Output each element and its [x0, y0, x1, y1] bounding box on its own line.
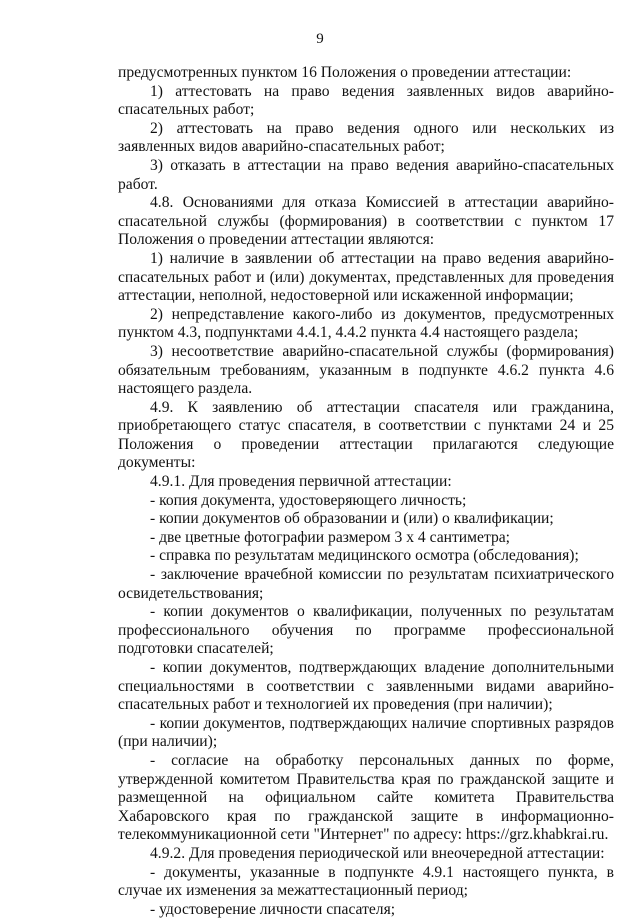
- paragraph: 4.9.1. Для проведения первичной аттестации:: [150, 473, 452, 491]
- paragraph: - удостоверение личности спасателя;: [150, 900, 396, 918]
- paragraph: 2) непредставление какого-либо из документов, предусмотренных пунктом 4.3, подпунктами 4.4.1, 4.4.2 пункта 4.4 настоящего раздела;: [118, 305, 614, 342]
- paragraph: - копии документов о квалификации, полученных по результатам профессионального обучения по программе профессиональной подготовки спасателей;: [118, 603, 614, 658]
- paragraph: - согласие на обработку персональных данных по форме, утвержденной комитетом Правительства края по гражданской защите и размещенной на официальном сайте комитета Правительства Хабаровского края по гражданской защите в информационно-телекоммуникационной сети "Интернет" по адресу: https://grz.khabkrai.ru.: [118, 751, 614, 844]
- paragraph: - копии документов об образовании и (или) о квалификации;: [150, 510, 554, 528]
- paragraph: - документы, указанные в подпункте 4.9.1 настоящего пункта, в случае их изменения за межаттестационный период;: [118, 863, 614, 900]
- paragraph: 4.9. К заявлению об аттестации спасателя или гражданина, приобретающего статус спасателя, в соответствии с пунктами 24 и 25 Положения о проведении аттестации прилагаются следующие документы:: [118, 398, 614, 472]
- paragraph: 1) аттестовать на право ведения заявленных видов аварийно-спасательных работ;: [118, 82, 614, 119]
- paragraph: 3) отказать в аттестации на право ведения аварийно-спасательных работ.: [118, 156, 614, 193]
- paragraph: - копии документов, подтверждающих наличие спортивных разрядов (при наличии);: [118, 714, 614, 751]
- paragraph: 1) наличие в заявлении об аттестации на право ведения аварийно-спасательных работ и (или) документах, представленных для проведения аттестации, неполной, недостоверной или искаженной информации;: [118, 249, 614, 305]
- paragraph: 2) аттестовать на право ведения одного или нескольких из заявленных видов аварийно-спасательных работ;: [118, 119, 614, 156]
- paragraph: - копии документов, подтверждающих владение дополнительными специальностями в соответствии с заявленными видами аварийно-спасательных работ и технологией их проведения (при наличии);: [118, 659, 614, 714]
- paragraph: - две цветные фотографии размером 3 х 4 сантиметра;: [150, 528, 510, 546]
- paragraph: 3) несоответствие аварийно-спасательной службы (формирования) обязательным требованиям, указанным в подпункте 4.6.2 пункта 4.6 настоящего раздела.: [118, 342, 614, 398]
- paragraph: 4.9.2. Для проведения периодической или внеочередной аттестации:: [150, 844, 605, 862]
- paragraph: 4.8. Основаниями для отказа Комиссией в аттестации аварийно-спасательной службы (формирования) в соответствии с пунктом 17 Положения о проведении аттестации являются:: [118, 194, 614, 249]
- document-body: [118, 64, 614, 919]
- paragraph: - справка по результатам медицинского осмотра (обследования);: [150, 547, 579, 565]
- paragraph: - копия документа, удостоверяющего личность;: [150, 491, 467, 509]
- page-number: 9: [316, 31, 324, 47]
- paragraph: предусмотренных пунктом 16 Положения о проведении аттестации:: [118, 64, 572, 81]
- paragraph: - заключение врачебной комиссии по результатам психиатрического освидетельствования;: [118, 566, 614, 602]
